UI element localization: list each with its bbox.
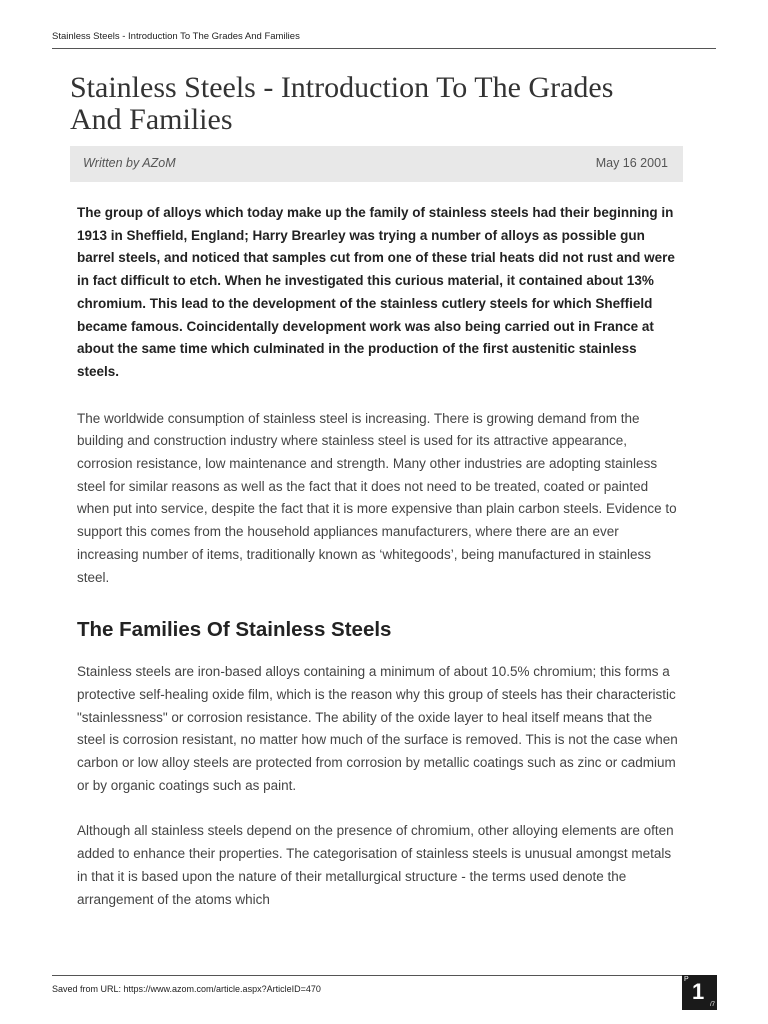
body-paragraph-consumption: The worldwide consumption of stainless steel is increasing. There is growing demand from the building and construction industry where stainless steel is used for its attractive appearance, corrosion resistance, low maintenance and strength. Many other industries are adopting stainless steel for similar reasons as well as the fact that it does not need to be treated, coated or painted when put into service, despite the fact that it is more expensive than plain carbon steels. Evidence to support this comes from the household appliances manufacturers, where there are an ever increasing number of items, traditionally known as ‘whitegoods’, being manufactured in stainless steel.: [77, 410, 677, 585]
footer-divider: [52, 975, 716, 976]
section-heading: The Families Of Stainless Steels: [77, 618, 392, 642]
page-letter: P: [684, 976, 689, 983]
body-paragraph-definition: Stainless steels are iron-based alloys containing a minimum of about 10.5% chromium; this forms a protective self-healing oxide film, which is the reason why this group of steels has their characteristic "stainlessness" or corrosion resistance. The ability of the oxide layer to heal itself means that the steel is corrosion resistant, no matter how much of the surface is removed. This is not the case when carbon or low alloy steels are protected from corrosion by metallic coatings such as zinc or cadmium or by organic coatings such as paint.: [77, 664, 678, 793]
page-number-badge: [682, 975, 717, 1010]
article-body: [77, 202, 681, 911]
body-paragraph-alloying: Although all stainless steels depend on the presence of chromium, other alloying elements are often added to enhance their properties. The categorisation of stainless steels is unusual amongst metals in that it is based upon the nature of their metallurgical structure - the terms used denote the arrangement of the atoms which: [77, 823, 674, 907]
running-header: Stainless Steels - Introduction To The Grades And Families: [52, 31, 300, 42]
byline-bar: [70, 146, 683, 182]
article-title: Stainless Steels - Introduction To The Grades And Families: [70, 71, 614, 136]
header-divider: [52, 48, 716, 49]
author-label: Written by AZoM: [83, 156, 176, 170]
page-total: /7: [709, 1002, 715, 1008]
page-number: 1: [692, 979, 705, 1004]
saved-from-url: Saved from URL: https://www.azom.com/article.aspx?ArticleID=470: [52, 984, 321, 994]
lead-paragraph: The group of alloys which today make up the family of stainless steels had their beginning in 1913 in Sheffield, England; Harry Brearley was trying a number of alloys as possible gun barrel steels, and noticed that samples cut from one of these trial heats did not rust and were in fact difficult to etch. When he investigated this curious material, it contained about 13% chromium. This lead to the development of the stainless cutlery steels for which Sheffield became famous. Coincidentally development work was also being carried out in France at about the same time which culminated in the production of the first austenitic stainless steels.: [77, 205, 675, 379]
publish-date: May 16 2001: [595, 156, 668, 170]
